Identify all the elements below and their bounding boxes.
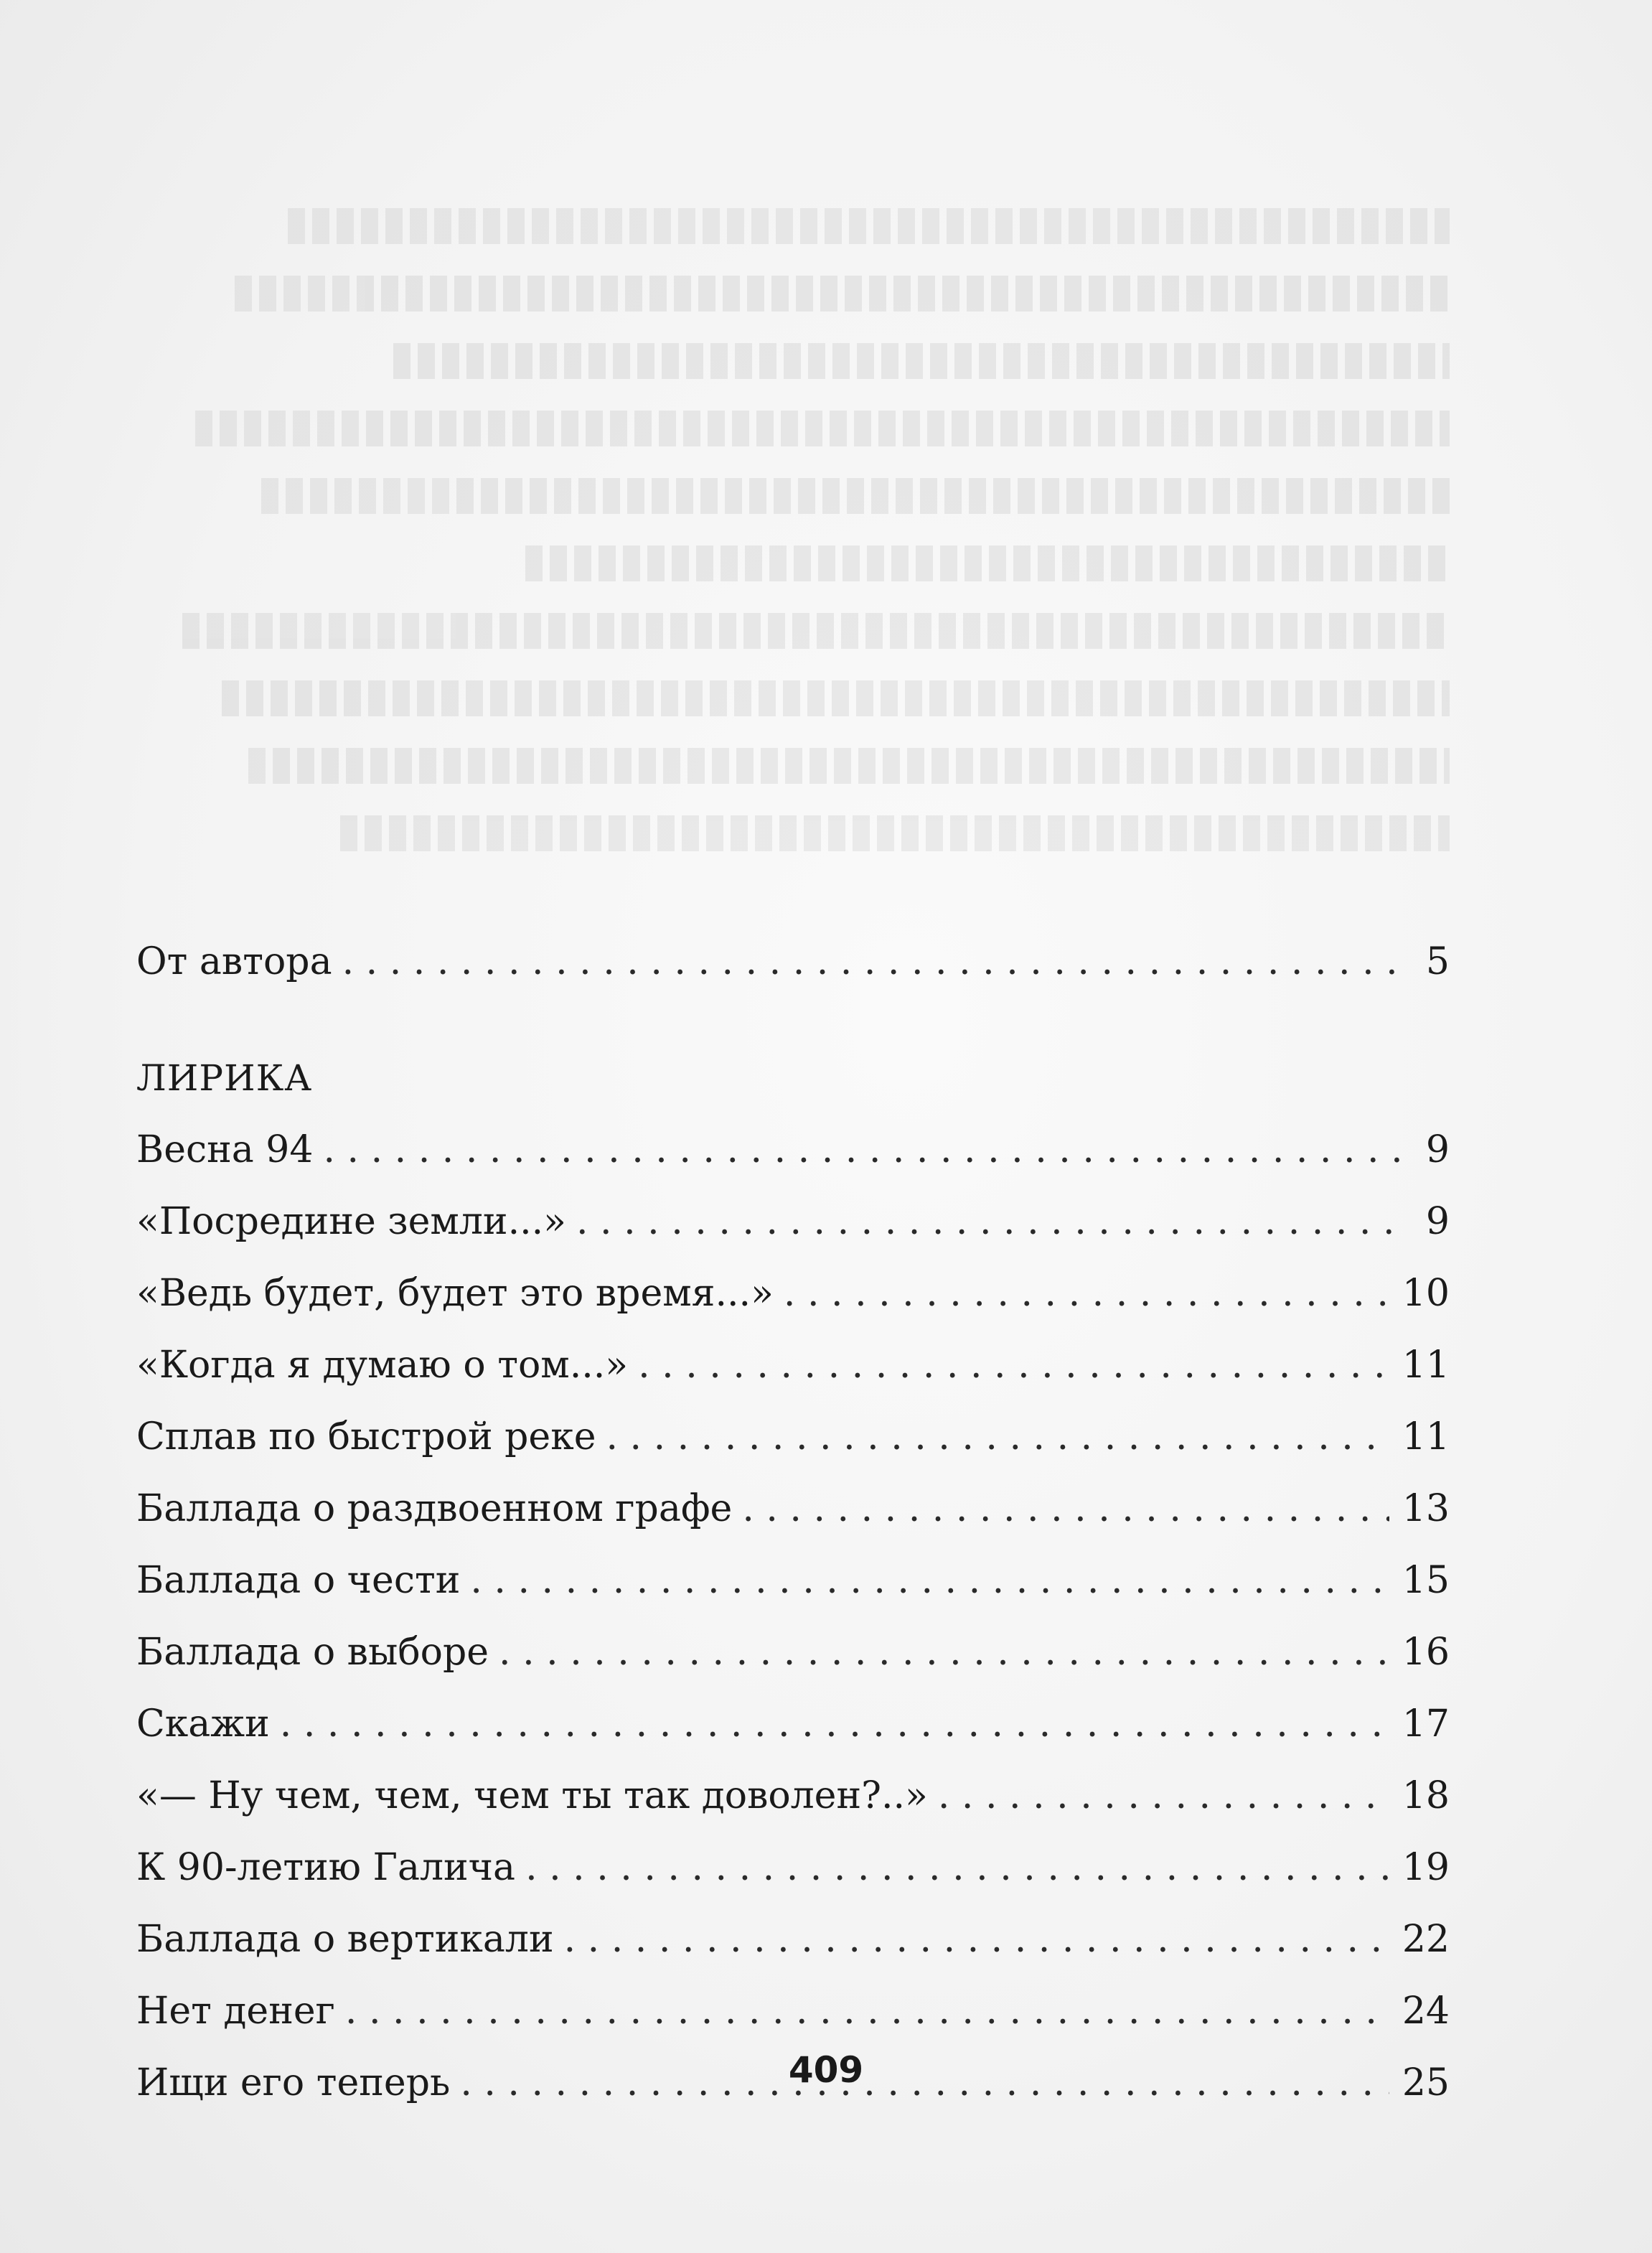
dot-leader (742, 1473, 1389, 1545)
toc-entry-title: Ищи его теперь (136, 2061, 451, 2104)
toc-entry-title: Весна 94 (136, 1128, 314, 1171)
dot-leader (638, 1329, 1389, 1401)
dot-leader (345, 1975, 1389, 2047)
dot-leader (606, 1401, 1389, 1473)
toc-entry-page: 5 (1425, 940, 1450, 983)
toc-entry-title: «Ведь будет, будет это время...» (136, 1272, 774, 1315)
toc-entry-page: 24 (1402, 1990, 1450, 2033)
toc-entry-page: 18 (1402, 1774, 1450, 1817)
toc-entry-page: 11 (1402, 1415, 1450, 1458)
dot-leader (525, 1832, 1389, 1903)
dot-leader (576, 1186, 1408, 1257)
toc-entry-title: Нет денег (136, 1990, 335, 2033)
toc-entry-title: Скажи (136, 1702, 270, 1746)
toc-entry[interactable] (136, 1688, 1450, 1760)
dot-leader (323, 1114, 1408, 1186)
dot-leader (470, 1545, 1389, 1616)
toc-entry-title: «— Ну чем, чем, чем ты так доволен?..» (136, 1774, 928, 1817)
toc-entry[interactable] (136, 1401, 1450, 1473)
toc-entry-title: Баллада о чести (136, 1559, 461, 1602)
toc-entry-page: 16 (1402, 1631, 1450, 1674)
toc-entry[interactable] (136, 1832, 1450, 1903)
dot-leader (938, 1760, 1389, 1832)
toc-entry-title: «Когда я думаю о том...» (136, 1344, 629, 1387)
toc-entry[interactable] (136, 1975, 1450, 2047)
toc-entry[interactable] (136, 1329, 1450, 1401)
toc-entry-title: Баллада о раздвоенном графе (136, 1487, 733, 1530)
toc-entry[interactable] (136, 1760, 1450, 1832)
toc-entry-title: Сплав по быстрой реке (136, 1415, 596, 1458)
dot-leader (784, 1257, 1389, 1329)
toc-entry-page: 22 (1402, 1918, 1450, 1961)
toc-entry[interactable] (136, 1114, 1450, 1186)
toc-entry-title: «Посредине земли...» (136, 1200, 566, 1243)
section-heading: ЛИРИКА (136, 1057, 313, 1099)
toc-entry-intro[interactable] (136, 926, 1450, 998)
toc-entry[interactable] (136, 1186, 1450, 1257)
toc-entry[interactable] (136, 1616, 1450, 1688)
dot-leader (342, 926, 1408, 998)
show-through-text (129, 208, 1450, 897)
toc-entry-title: От автора (136, 940, 332, 983)
table-of-contents (136, 926, 1450, 2119)
dot-leader (564, 1903, 1389, 1975)
toc-entry[interactable] (136, 1903, 1450, 1975)
toc-entry-page: 25 (1402, 2061, 1450, 2104)
page-number: 409 (788, 2049, 864, 2091)
toc-entry-title: Баллада о вертикали (136, 1918, 554, 1961)
dot-leader (499, 1616, 1389, 1688)
toc-entry-page: 11 (1402, 1344, 1450, 1387)
toc-entry-page: 15 (1402, 1559, 1450, 1602)
toc-entry-page: 9 (1425, 1200, 1450, 1243)
dot-leader (280, 1688, 1389, 1760)
toc-entry-page: 10 (1402, 1272, 1450, 1315)
toc-entry-page: 19 (1402, 1846, 1450, 1889)
toc-entry-title: Баллада о выборе (136, 1631, 489, 1674)
toc-entry-page: 17 (1402, 1702, 1450, 1746)
toc-entry[interactable] (136, 1545, 1450, 1616)
toc-entry[interactable] (136, 1473, 1450, 1545)
toc-entry-title: К 90-летию Галича (136, 1846, 516, 1889)
toc-entry-page: 13 (1402, 1487, 1450, 1530)
toc-entry[interactable] (136, 1257, 1450, 1329)
toc-entry-page: 9 (1425, 1128, 1450, 1171)
